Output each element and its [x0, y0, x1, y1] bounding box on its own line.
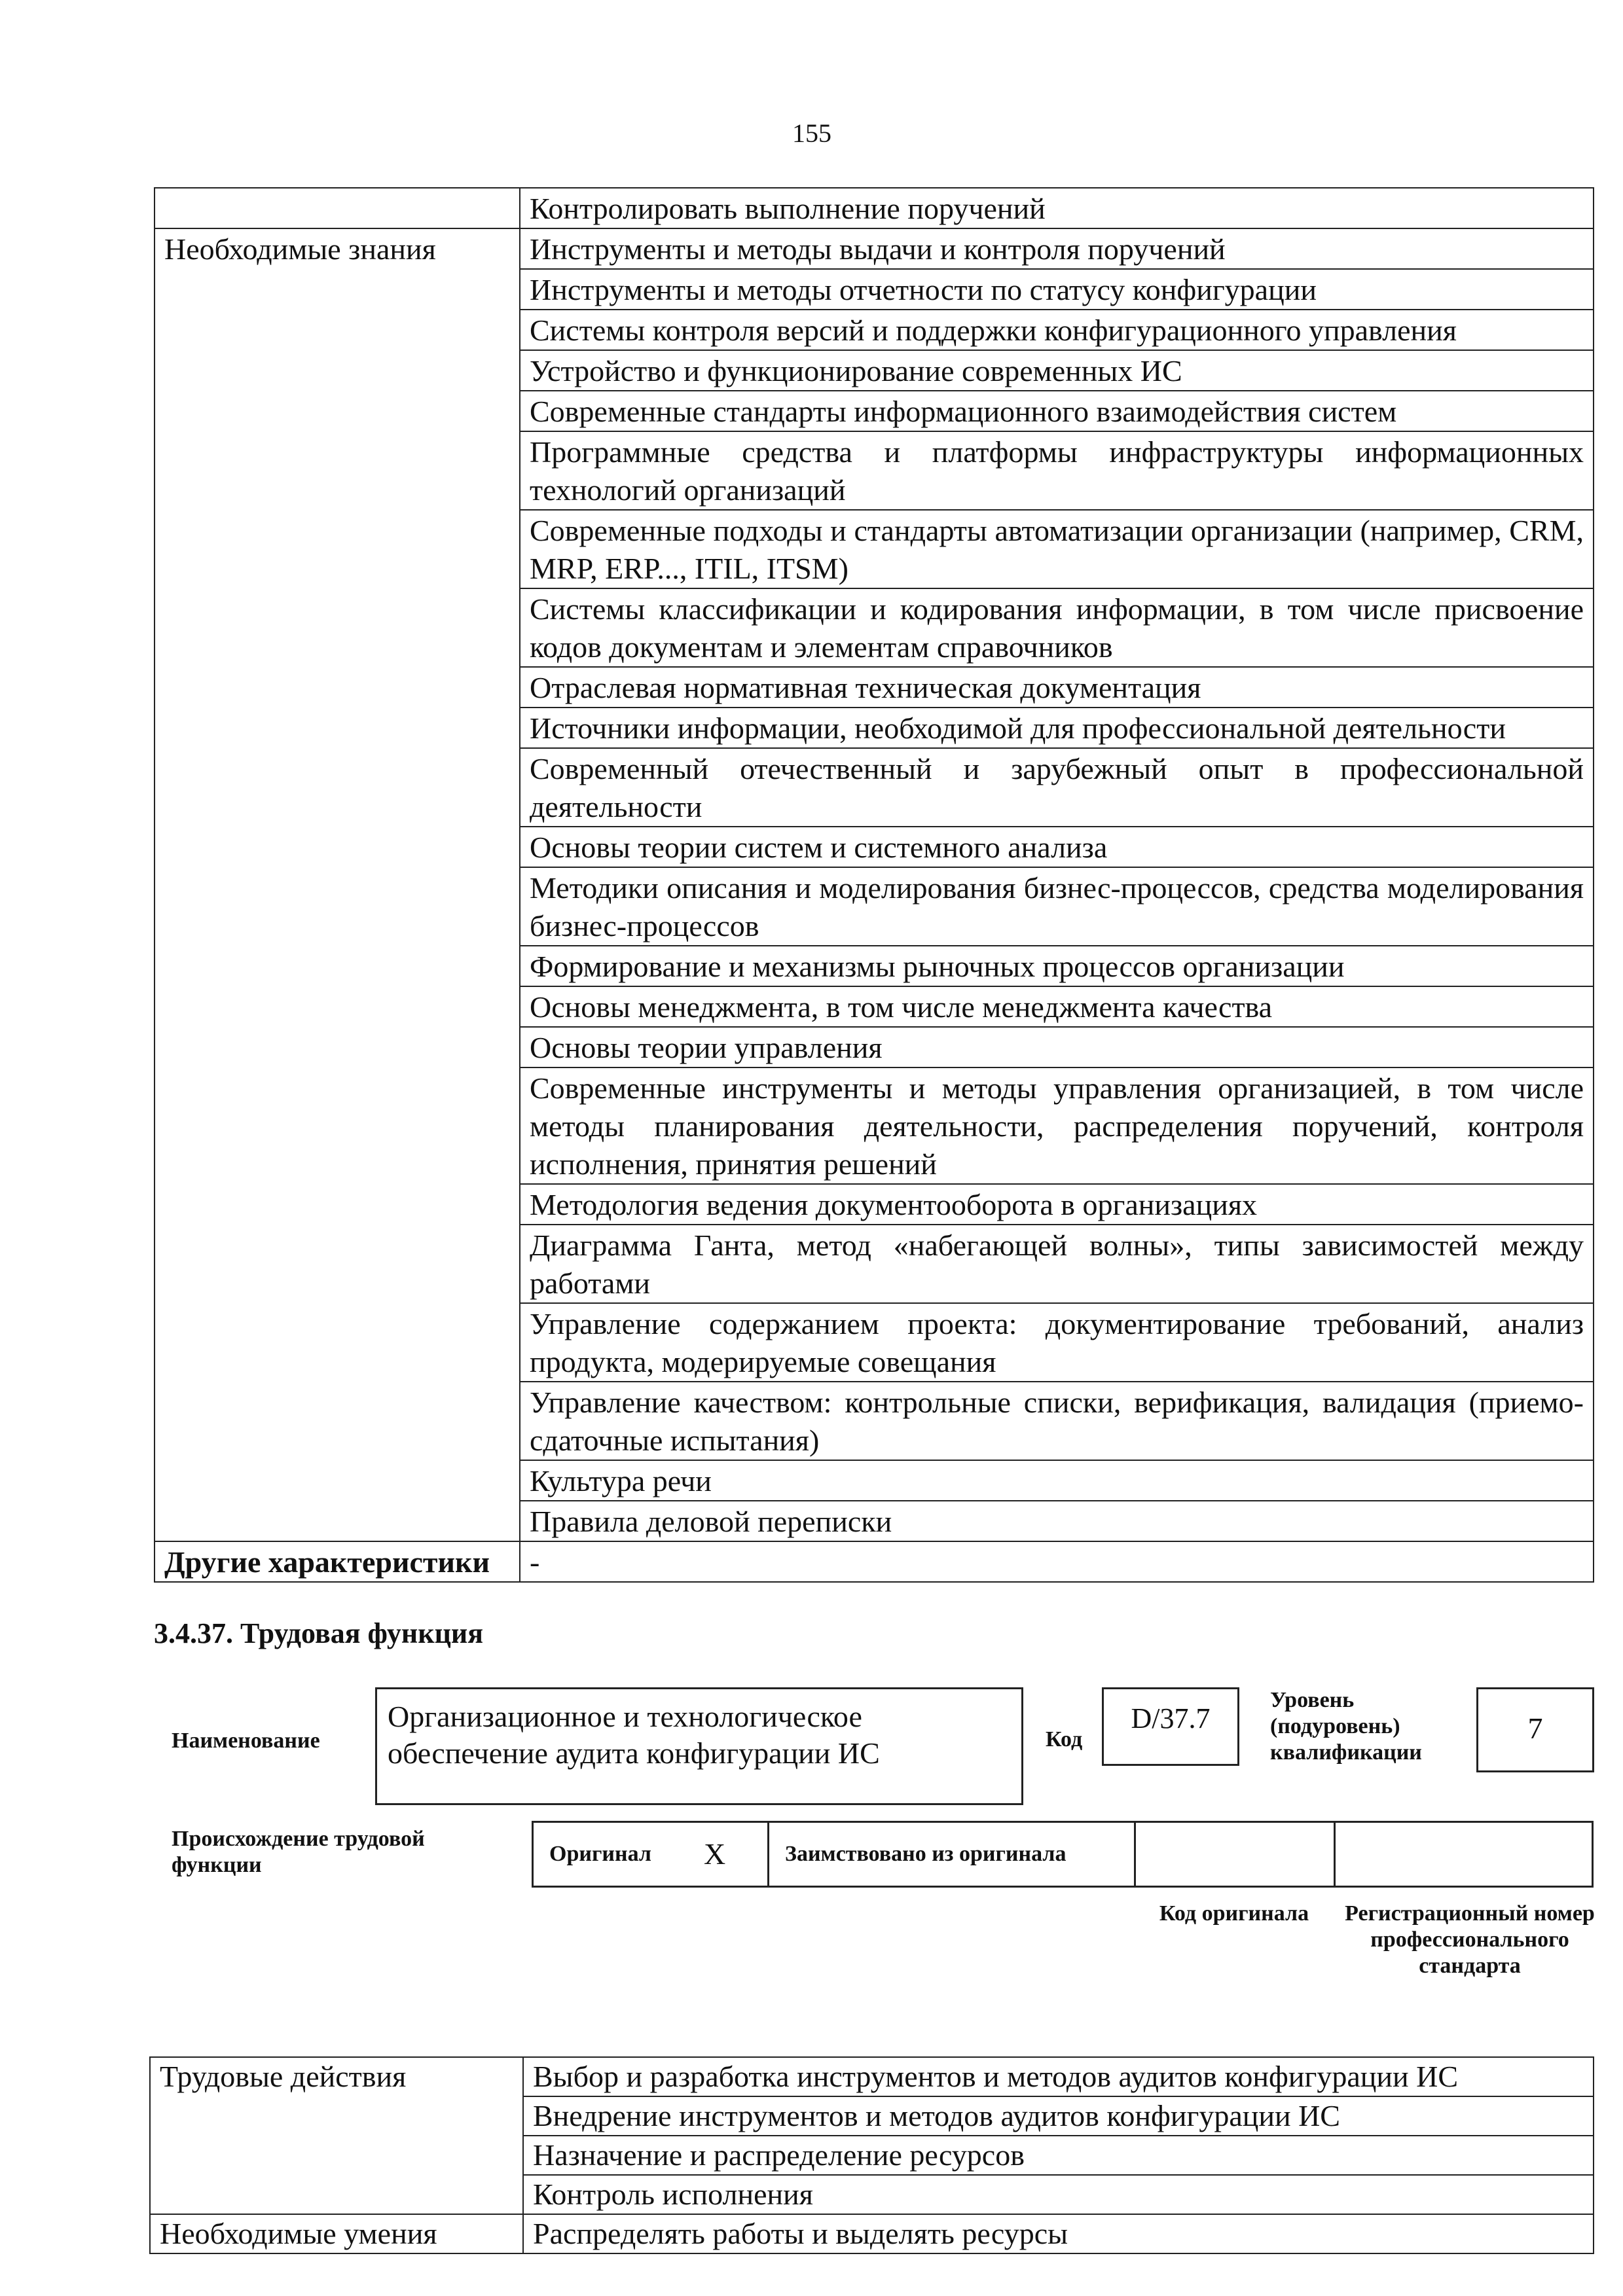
- origin-box: [532, 1821, 1594, 1888]
- action-item: Внедрение инструментов и методов аудитов конфигурации ИС: [523, 2096, 1594, 2136]
- code-original-cell: [1136, 1823, 1336, 1886]
- knowledge-item: Диаграмма Ганта, метод «набегающей волны», типы зависимостей между работами: [520, 1225, 1594, 1303]
- knowledge-item: Отраслевая нормативная техническая документация: [520, 667, 1594, 708]
- knowledge-item: Управление содержанием проекта: документирование требований, анализ продукта, модерируемые совещания: [520, 1303, 1594, 1382]
- original-cell: [534, 1823, 769, 1886]
- origin-label: Происхождение трудовой функции: [172, 1827, 425, 1877]
- knowledge-item: Современные стандарты информационного взаимодействия систем: [520, 391, 1594, 431]
- knowledge-item: Культура речи: [520, 1460, 1594, 1501]
- section-heading: 3.4.37. Трудовая функция: [154, 1617, 484, 1649]
- actions-label: Трудовые действия: [150, 2057, 523, 2214]
- knowledge-item: Источники информации, необходимой для профессиональной деятельности: [520, 708, 1594, 748]
- knowledge-item: Основы теории систем и системного анализа: [520, 827, 1594, 867]
- knowledge-item: Системы контроля версий и поддержки конфигурационного управления: [520, 310, 1594, 350]
- qualification-level-box: 7: [1476, 1687, 1594, 1772]
- table-row: [155, 228, 1594, 269]
- table-row: [155, 188, 1594, 228]
- action-item: Назначение и распределение ресурсов: [523, 2136, 1594, 2175]
- table-row: [150, 2214, 1594, 2253]
- knowledge-item: Системы классификации и кодирования информации, в том числе присвоение кодов документам и элементам справочников: [520, 588, 1594, 667]
- page-number: 155: [792, 118, 831, 148]
- function-code-box: D/37.7: [1102, 1687, 1239, 1766]
- knowledge-item: Современный отечественный и зарубежный опыт в профессиональной деятельности: [520, 748, 1594, 827]
- knowledge-item: Программные средства и платформы инфраструктуры информационных технологий организаций: [520, 431, 1594, 510]
- empty-label-cell: [155, 188, 520, 228]
- knowledge-item: Инструменты и методы отчетности по статусу конфигурации: [520, 269, 1594, 310]
- code-original-caption: Код оригинала: [1159, 1901, 1309, 1926]
- knowledge-item: Управление качеством: контрольные списки, верификация, валидация (приемо-сдаточные испытания): [520, 1382, 1594, 1460]
- knowledge-item: Методология ведения документооборота в организациях: [520, 1184, 1594, 1225]
- other-characteristics-value: -: [520, 1541, 1594, 1582]
- knowledge-item: Формирование и механизмы рыночных процессов организации: [520, 946, 1594, 986]
- knowledge-item: Методики описания и моделирования бизнес-процессов, средства моделирования бизнес-процессов: [520, 867, 1594, 946]
- borrowed-label: Заимствовано из оригинала: [785, 1842, 1067, 1866]
- original-label: Оригинал: [549, 1842, 651, 1866]
- knowledge-item: Основы теории управления: [520, 1027, 1594, 1067]
- table-row: [150, 2057, 1594, 2096]
- action-item: Выбор и разработка инструментов и методов аудитов конфигурации ИС: [523, 2057, 1594, 2096]
- action-item: Контроль исполнения: [523, 2175, 1594, 2214]
- knowledge-item: Устройство и функционирование современных ИС: [520, 350, 1594, 391]
- knowledge-item: Правила деловой переписки: [520, 1501, 1594, 1541]
- function-name-box: Организационное и технологическое обеспечение аудита конфигурации ИС: [375, 1687, 1023, 1805]
- first-row-value: Контролировать выполнение поручений: [520, 188, 1594, 228]
- knowledge-item: Современные подходы и стандарты автоматизации организации (например, CRM, MRP, ERP..., ITIL, ITSM): [520, 510, 1594, 588]
- knowledge-label: Необходимые знания: [155, 228, 520, 1541]
- original-mark: X: [703, 1837, 726, 1871]
- qualification-level-label: Уровень (подуровень) квалификации: [1270, 1688, 1422, 1765]
- knowledge-item: Основы менеджмента, в том числе менеджмента качества: [520, 986, 1594, 1027]
- knowledge-item: Инструменты и методы выдачи и контроля поручений: [520, 228, 1594, 269]
- reg-number-caption: Регистрационный номер профессионального стандарта: [1345, 1901, 1595, 1978]
- code-label: Код: [1046, 1727, 1083, 1751]
- reg-number-cell: [1336, 1823, 1592, 1886]
- other-characteristics-label: Другие характеристики: [155, 1541, 520, 1582]
- knowledge-table: [154, 187, 1594, 1583]
- skills-label: Необходимые умения: [150, 2214, 523, 2253]
- knowledge-item: Современные инструменты и методы управления организацией, в том числе методы планирования деятельности, распределения поручений, контроля исполнения, принятия решений: [520, 1067, 1594, 1184]
- borrowed-cell: [769, 1823, 1136, 1886]
- actions-table: [149, 2056, 1594, 2254]
- table-row: [155, 1541, 1594, 1582]
- skill-item: Распределять работы и выделять ресурсы: [523, 2214, 1594, 2253]
- name-label: Наименование: [172, 1729, 320, 1753]
